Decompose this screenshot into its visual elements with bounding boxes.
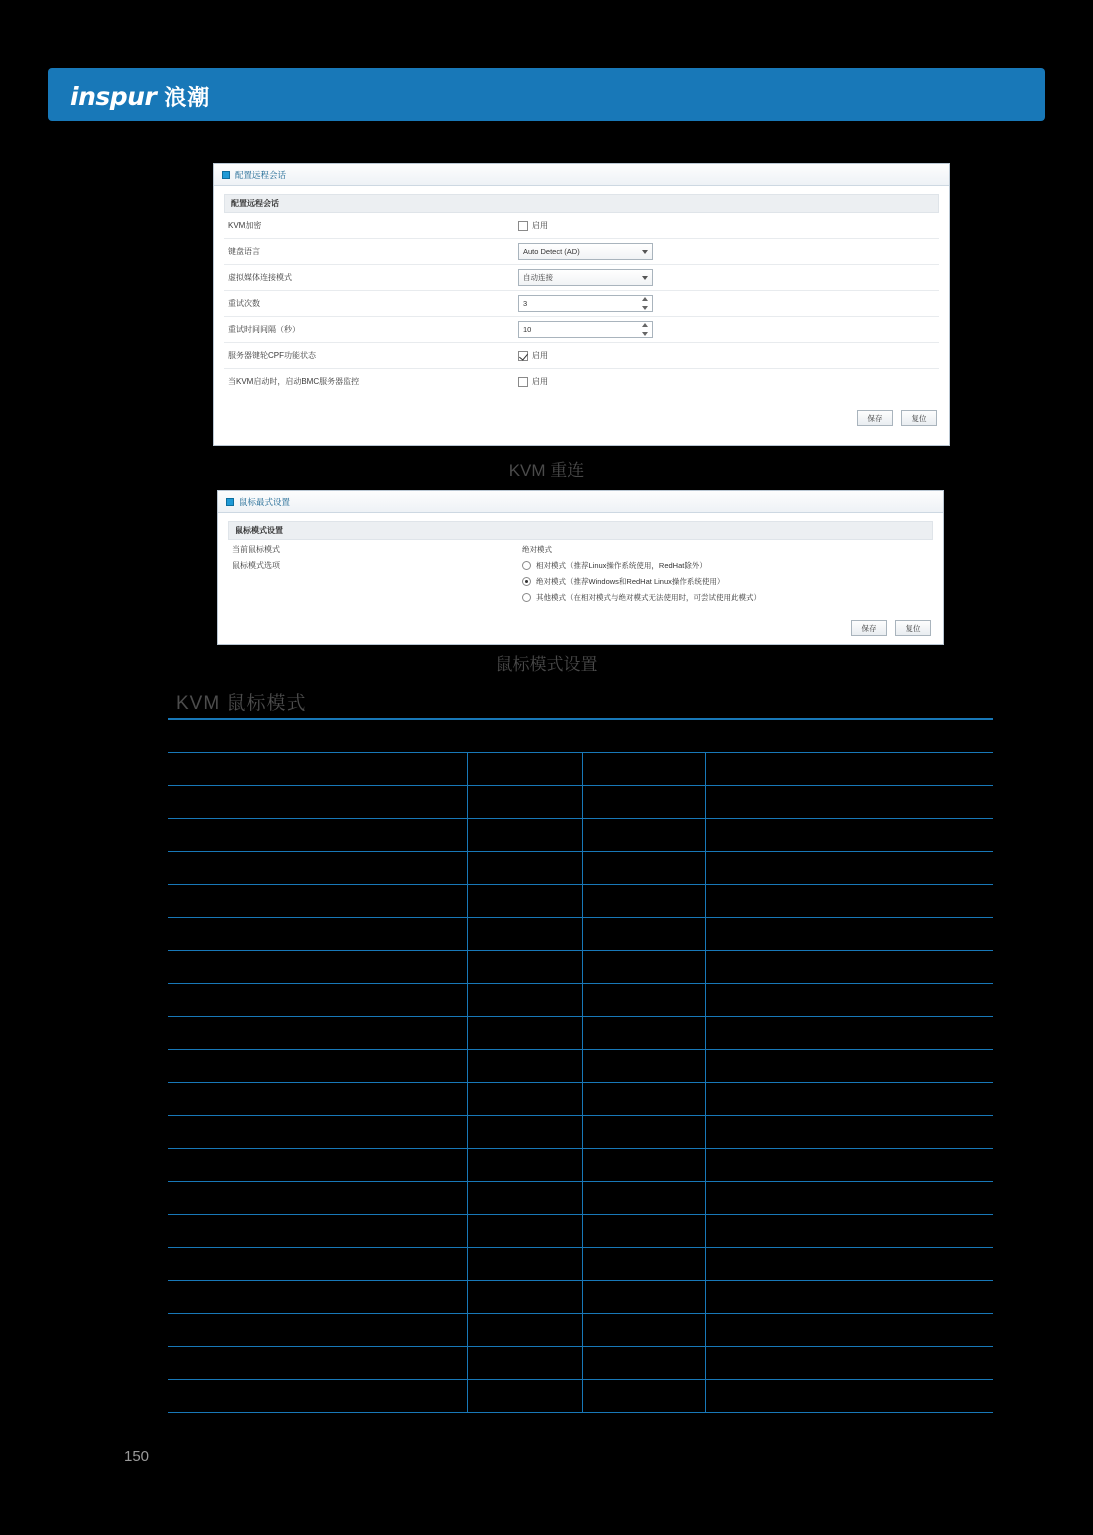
table-cell [468,852,582,885]
table-cell [336,1083,468,1116]
table-row [168,1017,993,1050]
table-cell [336,786,468,819]
table-cell [168,1281,336,1314]
figure1-caption: KVM 重连 [508,461,585,480]
table-cell [468,918,582,951]
radio-icon[interactable] [522,561,531,570]
reset-button[interactable]: 复位 [901,410,937,426]
row-field [518,220,939,231]
table-cell [336,1314,468,1347]
table-cell [168,1050,336,1083]
radio-icon[interactable] [522,577,531,586]
row-field [522,560,933,608]
checkbox-icon[interactable] [518,351,528,361]
table-cell [468,719,582,753]
table-cell [706,1215,993,1248]
table-cell [706,1182,993,1215]
table-cell [706,819,993,852]
table-cell [168,819,336,852]
table-cell [168,1248,336,1281]
table-cell [168,786,336,819]
table-cell [336,984,468,1017]
table-cell [468,885,582,918]
form-row-bmc-monitor [224,369,939,394]
section-header: 鼠标模式设置 [228,521,933,540]
save-button[interactable]: 保存 [851,620,887,636]
window-icon [226,498,234,506]
table-cell [706,1314,993,1347]
table-row [168,951,993,984]
table-cell [468,1215,582,1248]
form-row-retry-count [224,291,939,317]
table-row [168,753,993,786]
table-cell [468,1281,582,1314]
table-cell [582,1281,706,1314]
keyboard-language-select[interactable] [518,243,653,260]
reset-button[interactable]: 复位 [895,620,931,636]
table-cell [582,1017,706,1050]
table-cell [468,786,582,819]
spinner-value: 10 [523,325,532,334]
table-cell [336,1017,468,1050]
table-row [168,1182,993,1215]
figure1-button-row [224,410,939,426]
stepper-arrows-icon[interactable] [639,323,651,336]
retry-interval-stepper[interactable] [518,321,653,338]
table-cell [582,852,706,885]
table-row [168,1083,993,1116]
table-cell [706,786,993,819]
table-row [168,819,993,852]
table-cell [706,1347,993,1380]
table-cell [582,1182,706,1215]
table-cell [706,1017,993,1050]
radio-label: 相对模式（推荐Linux操作系统使用，RedHat除外） [536,561,707,570]
table-cell [168,951,336,984]
row-label: 键盘语言 [228,247,260,256]
row-label: 鼠标模式选项 [232,561,280,570]
table-cell [706,719,993,753]
mouse-mode-option-relative[interactable] [522,560,707,571]
select-value: Auto Detect (AD) [523,247,580,256]
table-cell [706,951,993,984]
table-cell [582,786,706,819]
table-row [168,1248,993,1281]
chevron-down-icon[interactable] [637,270,652,285]
mouse-mode-panel [217,490,944,645]
table-cell [582,1248,706,1281]
table-cell [336,753,468,786]
table-cell [336,1347,468,1380]
checkbox-icon[interactable] [518,377,528,387]
select-value: 自动连接 [523,273,553,282]
row-field [518,269,939,286]
table-cell [468,1380,582,1413]
stepper-arrows-icon[interactable] [639,297,651,310]
row-label: 重试次数 [228,299,260,308]
window-icon [222,171,230,179]
table-cell [336,918,468,951]
table-cell [582,1083,706,1116]
table-cell [582,753,706,786]
table-cell [468,753,582,786]
table-cell [582,885,706,918]
row-label: KVM加密 [228,221,262,230]
panel-title-text: 鼠标最式设置 [239,496,291,507]
row-field [518,295,939,312]
section-header: 配置远程会话 [224,194,939,213]
checkbox-label: 启用 [532,377,548,386]
table-cell [582,918,706,951]
table-cell [336,1116,468,1149]
table-cell [336,819,468,852]
table-cell [582,984,706,1017]
table-row [168,918,993,951]
form-row-kvm-encryption [224,213,939,239]
table-cell [706,852,993,885]
mouse-mode-option-absolute[interactable] [522,576,724,587]
table-row [168,1116,993,1149]
table-cell [582,951,706,984]
table-cell [168,753,336,786]
table-cell [706,753,993,786]
table-cell [168,1116,336,1149]
table-row [168,1050,993,1083]
row-field [518,243,939,260]
table-cell [168,885,336,918]
row-label: 重试时间间隔（秒） [228,325,300,334]
table-cell [168,1314,336,1347]
table-cell [468,1050,582,1083]
form-row-keyboard-language [224,239,939,265]
panel-body [218,513,943,646]
panel-title-text: 配置远程会话 [235,169,287,180]
table-cell [582,1314,706,1347]
table-cell [582,1215,706,1248]
table-cell [468,1083,582,1116]
figure2-button-row [228,620,933,636]
table-cell [706,1149,993,1182]
table-cell [168,1380,336,1413]
table-cell [168,1149,336,1182]
table-cell [336,1149,468,1182]
table-cell [168,1017,336,1050]
table-cell [168,1083,336,1116]
table-cell [336,1050,468,1083]
table-row [168,885,993,918]
radio-icon[interactable] [522,593,531,602]
table-cell [336,1248,468,1281]
table-cell [168,984,336,1017]
spinner-value: 3 [523,299,528,308]
checkbox-label: 启用 [532,221,548,230]
row-field [518,350,939,361]
table-cell [468,984,582,1017]
table-cell [336,719,468,753]
table-cell [336,852,468,885]
table-cell [582,1050,706,1083]
table-cell [706,885,993,918]
logo-chinese-text: 浪潮 [164,86,211,111]
table-cell [706,918,993,951]
row-field [518,376,939,387]
table-cell [468,1017,582,1050]
table-cell [168,719,336,753]
logo-latin-text: inspur [70,82,157,111]
remote-session-panel [213,163,950,446]
table-cell [336,1281,468,1314]
table-cell [168,918,336,951]
checkbox-icon[interactable] [518,221,528,231]
table-cell [582,1380,706,1413]
table-cell [336,1182,468,1215]
form-row-media-connect-mode [224,265,939,291]
panel-titlebar [214,164,949,186]
table-row [168,1347,993,1380]
table-cell [468,1248,582,1281]
table-cell [706,1083,993,1116]
form-row-mouse-mode-options [228,558,933,608]
table-row [168,786,993,819]
table-cell [336,951,468,984]
table-cell [582,1116,706,1149]
table-cell [468,951,582,984]
row-field [518,321,939,338]
table-cell [706,1116,993,1149]
table-row [168,1149,993,1182]
row-label: 当KVM启动时，启动BMC服务器监控 [228,377,360,386]
radio-label: 其他模式（在相对模式与绝对模式无法使用时，可尝试使用此模式） [536,593,761,602]
row-value: 绝对模式 [522,544,552,554]
form-row-current-mouse-mode [228,540,933,558]
radio-label: 绝对模式（推荐Windows和RedHat Linux操作系统使用） [536,577,725,586]
chevron-down-icon[interactable] [637,244,652,259]
table-row [168,1215,993,1248]
server-key-status-checkbox[interactable] [518,350,548,361]
table-cell [468,1182,582,1215]
table-cell [706,984,993,1017]
retry-count-stepper[interactable] [518,295,653,312]
table-cell [336,885,468,918]
table-cell [468,819,582,852]
form-row-retry-interval [224,317,939,343]
table-cell [168,1215,336,1248]
table-row [168,1281,993,1314]
row-label: 虚拟媒体连接模式 [228,273,292,282]
section-heading-kvm-mouse-mode: KVM 鼠标模式 [176,693,307,714]
table-cell [468,1149,582,1182]
table-cell [168,852,336,885]
table-row [168,719,993,753]
table-cell [336,1380,468,1413]
page-header-bar [48,68,1045,121]
inspur-logo [70,81,210,112]
panel-titlebar [218,491,943,513]
table-cell [582,719,706,753]
mouse-mode-option-other[interactable] [522,592,761,603]
table-cell [168,1182,336,1215]
table-cell [168,1347,336,1380]
table-cell [706,1281,993,1314]
form-row-server-key-status [224,343,939,369]
checkbox-label: 启用 [532,351,548,360]
table-cell [706,1248,993,1281]
table-cell [468,1314,582,1347]
table-cell [336,1215,468,1248]
panel-body [214,186,949,436]
bmc-monitor-checkbox[interactable] [518,376,548,387]
table-cell [706,1380,993,1413]
table-cell [468,1347,582,1380]
table-cell [468,1116,582,1149]
table-row [168,1314,993,1347]
table-row [168,984,993,1017]
row-label: 服务器键轮CPF功能状态 [228,351,316,360]
table-cell [706,1050,993,1083]
save-button[interactable]: 保存 [857,410,893,426]
media-connect-mode-select[interactable] [518,269,653,286]
kvm-encryption-checkbox[interactable] [518,220,548,231]
kvm-mouse-mode-table [168,718,993,1413]
table-row [168,1380,993,1413]
figure2-caption: 鼠标模式设置 [495,655,598,674]
table-cell [582,1149,706,1182]
table-cell [582,1347,706,1380]
page-number: 150 [124,1448,150,1465]
row-label: 当前鼠标模式 [232,544,280,554]
table-cell [582,819,706,852]
table-row [168,852,993,885]
